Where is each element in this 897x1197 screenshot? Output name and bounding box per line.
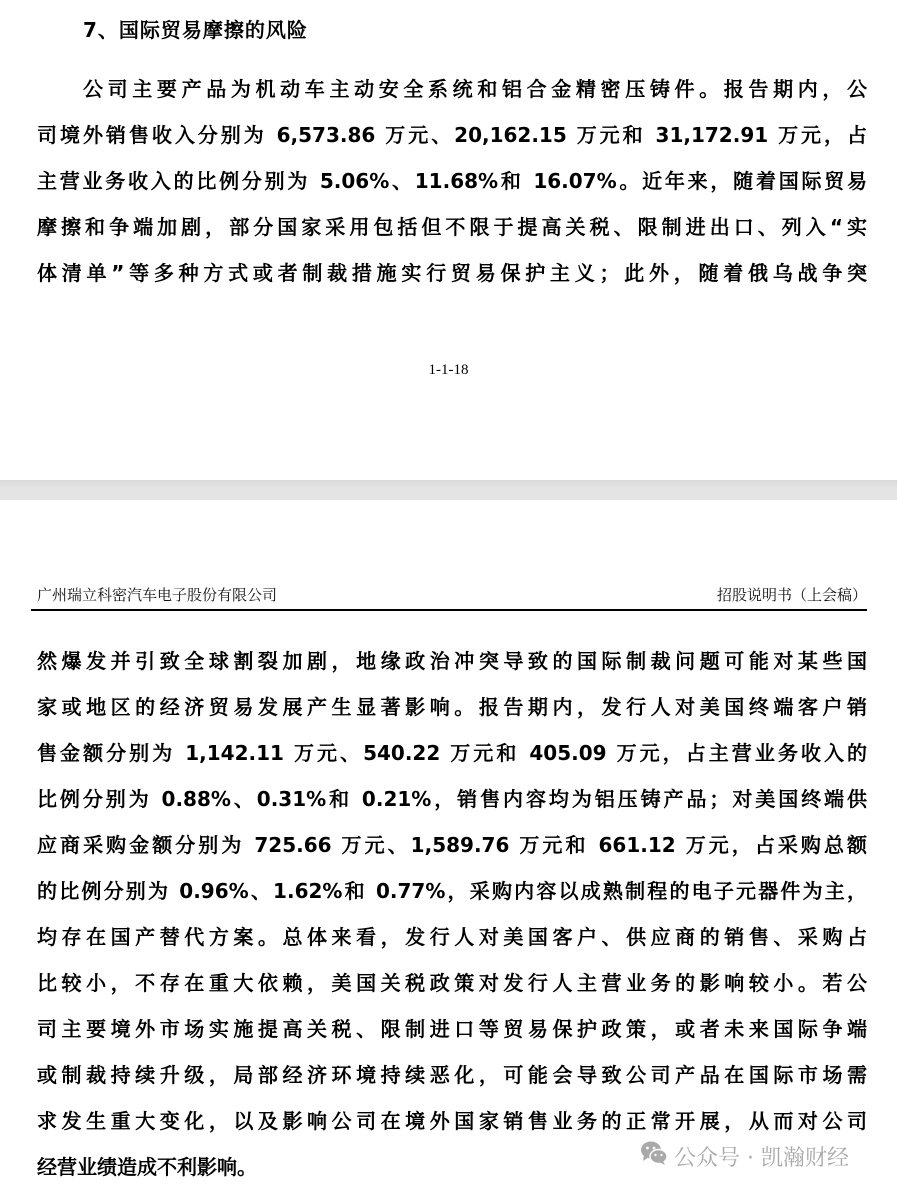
paragraph-line: 比例分别为 0.88%、0.31%和 0.21%，销售内容均为铝压铸产品；对美国终端供: [37, 787, 867, 811]
section-title: 7、国际贸易摩擦的风险: [83, 18, 308, 42]
paragraph-line: 经营业绩造成不利影响。: [37, 1155, 257, 1179]
paragraph-line: 主营业务收入的比例分别为 5.06%、11.68%和 16.07%。近年来，随着国际贸易: [37, 169, 867, 193]
paragraph-line: 司主要境外市场实施提高关税、限制进口等贸易保护政策，或者未来国际争端: [37, 1017, 867, 1041]
paragraph-line: 或制裁持续升级，局部经济环境持续恶化，可能会导致公司产品在国际市场需: [37, 1063, 867, 1087]
paragraph-line: 求发生重大变化，以及影响公司在境外国家销售业务的正常开展，从而对公司: [37, 1109, 867, 1133]
paragraph-line: 的比例分别为 0.96%、1.62%和 0.77%，采购内容以成熟制程的电子元器件为主，: [37, 879, 867, 903]
paragraph-line: 家或地区的经济贸易发展产生显著影响。报告期内，发行人对美国终端客户销: [37, 695, 867, 719]
paragraph-line: 然爆发并引致全球割裂加剧，地缘政治冲突导致的国际制裁问题可能对某些国: [37, 649, 867, 673]
header-company-name: 广州瑞立科密汽车电子股份有限公司: [37, 588, 278, 604]
paragraph-bottom: [37, 638, 867, 1190]
header-document-type: 招股说明书（上会稿）: [716, 588, 867, 604]
document-page-top: [0, 0, 897, 480]
paragraph-line: 售金额分别为 1,142.11 万元、540.22 万元和 405.09 万元，占主营业务收入的: [37, 741, 867, 765]
paragraph-line: 公司主要产品为机动车主动安全系统和铝合金精密压铸件。报告期内，公: [83, 77, 867, 101]
paragraph-line: 司境外销售收入分别为 6,573.86 万元、20,162.15 万元和 31,172.91 万元，占: [37, 123, 867, 147]
running-header: [37, 583, 867, 609]
watermark: [640, 1141, 849, 1171]
page-number: 1-1-18: [428, 362, 469, 378]
page-separator: [0, 480, 897, 500]
document-page-bottom: [0, 500, 897, 1197]
paragraph-top: [37, 66, 867, 296]
header-rule: [31, 609, 867, 611]
watermark-text: 公众号 · 凯瀚财经: [674, 1145, 849, 1171]
paragraph-line: 比较小，不存在重大依赖，美国关税政策对发行人主营业务的影响较小。若公: [37, 971, 867, 995]
paragraph-line: 摩擦和争端加剧，部分国家采用包括但不限于提高关税、限制进出口、列入“实: [37, 215, 867, 239]
paragraph-line: 均存在国产替代方案。总体来看，发行人对美国客户、供应商的销售、采购占: [37, 925, 867, 949]
wechat-icon: [640, 1140, 674, 1172]
paragraph-line: 应商采购金额分别为 725.66 万元、1,589.76 万元和 661.12 万元，占采购总额: [37, 833, 867, 857]
paragraph-line: 体清单”等多种方式或者制裁措施实行贸易保护主义；此外，随着俄乌战争突: [37, 261, 867, 285]
